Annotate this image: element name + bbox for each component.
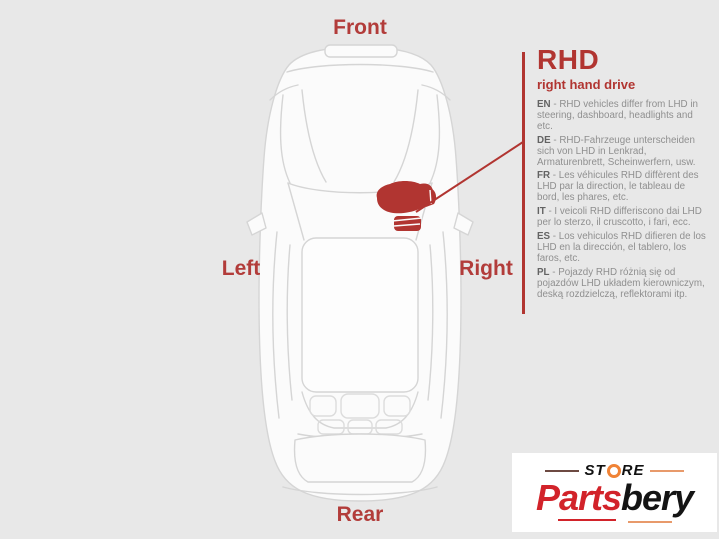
- logo-underline-row: [558, 519, 672, 523]
- logo-rule-right: [650, 470, 684, 472]
- logo-brand-first: Parts: [535, 477, 621, 518]
- callout-title: RHD: [537, 44, 600, 75]
- store-o-ring-icon: [607, 464, 621, 478]
- car-trunk-lid: [295, 434, 426, 482]
- callout-paragraph-fr: FR - Les véhicules RHD diffèrent des LHD par la direction, le tableau de bord, les phares, etc.: [537, 170, 699, 204]
- partsbery-logo: [512, 453, 717, 532]
- logo-underline-orange: [628, 521, 672, 523]
- logo-underline-red: [558, 519, 616, 521]
- label-rear: Rear: [336, 503, 384, 526]
- callout-subtitle: right hand drive: [537, 77, 636, 92]
- callout-paragraph-es: ES - Los vehiculos RHD difieren de los LHD en la dirección, el tablero, los faros, etc.: [537, 230, 706, 264]
- logo-brand-second: bery: [621, 477, 694, 518]
- callout-paragraph-pl: PL - Pojazdy RHD różnią się od pojazdów LHD układem kierowniczym, deską rozdzielczą, reflektorami itp.: [537, 266, 705, 300]
- label-front: Front: [333, 16, 387, 39]
- store-text-pre: ST: [584, 462, 606, 479]
- callout-rule: [522, 52, 525, 314]
- store-text-post: RE: [621, 462, 645, 479]
- logo-rule-left: [545, 470, 579, 472]
- car-roof: [302, 238, 418, 392]
- callout-paragraph-de: DE - RHD-Fahrzeuge unterscheiden sich von LHD in Lenkrad, Armaturenbrett, Scheinwerfern, usw.: [537, 134, 696, 168]
- callout-paragraph-it: IT - I veicoli RHD differiscono dai LHD per lo sterzo, il cruscotto, i fari, ecc.: [537, 206, 702, 229]
- label-right: Right: [459, 257, 513, 280]
- rhd-callout: [537, 46, 709, 303]
- car-front-panel: [325, 45, 397, 57]
- label-left: Left: [221, 257, 261, 280]
- callout-paragraphs: [537, 100, 709, 300]
- callout-paragraph-en: EN - RHD vehicles differ from LHD in steering, dashboard, headlights and etc.: [537, 99, 698, 132]
- logo-brand-text: [535, 477, 694, 518]
